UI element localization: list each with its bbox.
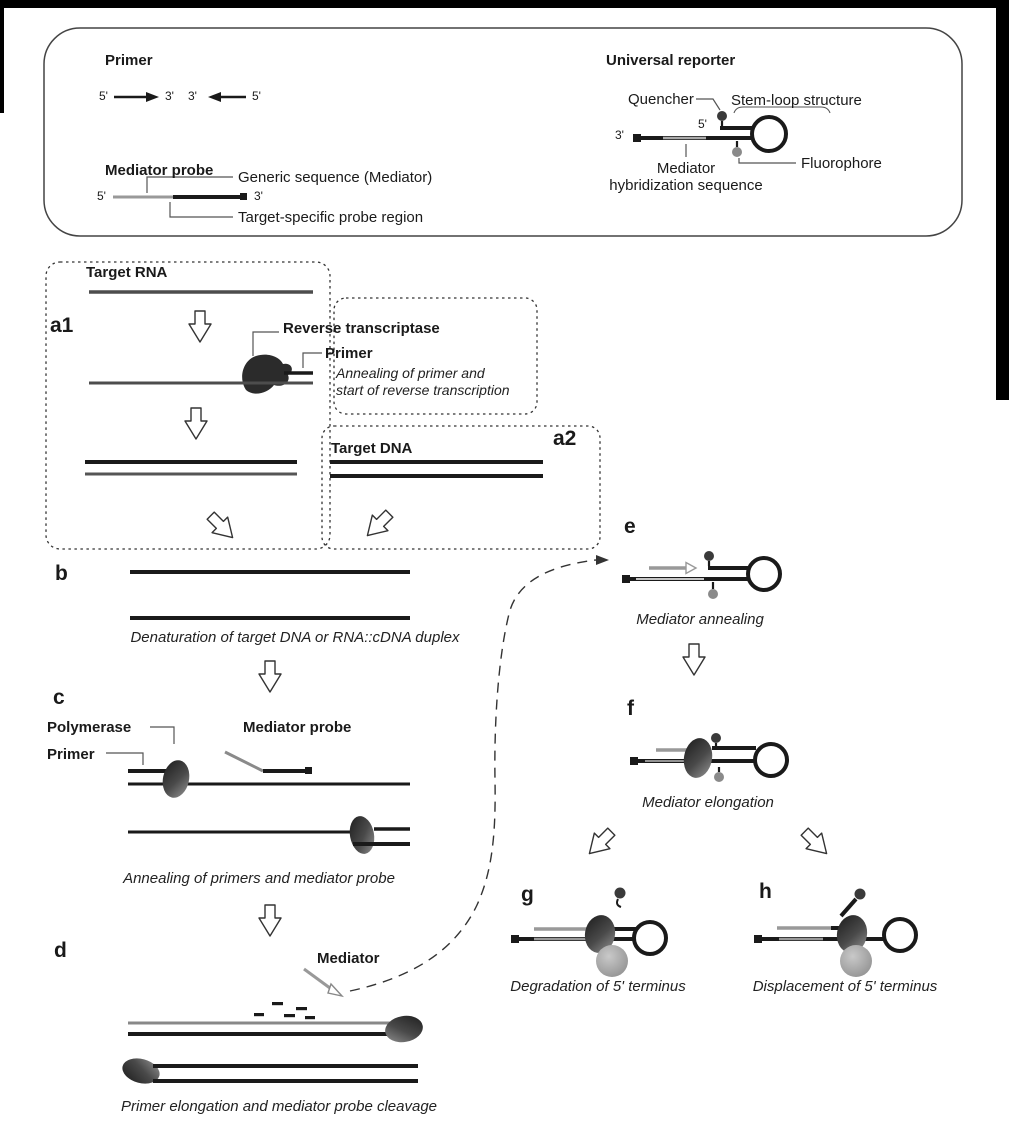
frame-right-bar bbox=[996, 0, 1009, 400]
fluorophore-label: Fluorophore bbox=[801, 155, 882, 172]
panel-b-label: b bbox=[55, 562, 68, 585]
stem-loop-circle bbox=[752, 117, 786, 151]
down-arrow-icon bbox=[259, 905, 281, 936]
diagonal-arrow-icon bbox=[797, 824, 834, 861]
a1-note-line2: start of reverse transcription bbox=[336, 382, 510, 398]
panel-d-glyphs bbox=[120, 969, 425, 1088]
d-to-e-connector bbox=[350, 555, 609, 991]
panel-c-caption: Annealing of primers and mediator probe bbox=[123, 870, 395, 887]
polymerase-blob bbox=[681, 736, 716, 780]
panel-g-label: g bbox=[521, 883, 534, 906]
quencher-dot bbox=[711, 733, 721, 743]
panel-h-label: h bbox=[759, 880, 772, 903]
polymerase-blob bbox=[159, 758, 192, 801]
panel-f-caption: Mediator elongation bbox=[642, 794, 774, 811]
displaced-strand-line bbox=[841, 899, 856, 916]
down-arrow-icon bbox=[189, 311, 211, 342]
reporter-3-label: 3' bbox=[615, 128, 624, 142]
panel-d-caption: Primer elongation and mediator probe cleavage bbox=[120, 1098, 438, 1115]
down-arrow-icon bbox=[185, 408, 207, 439]
primer-5-label: 5' bbox=[252, 89, 261, 103]
primer-legend-title: Primer bbox=[105, 52, 153, 69]
quencher-dot bbox=[855, 889, 866, 900]
generic-sequence-pointer bbox=[147, 177, 233, 193]
stem-loop-circle bbox=[884, 919, 916, 951]
down-arrow-icon bbox=[683, 644, 705, 675]
fluorophore-pointer bbox=[739, 158, 796, 163]
legend-box bbox=[44, 28, 962, 236]
panel-a2-label: a2 bbox=[553, 427, 577, 450]
reverse-transcriptase-label: Reverse transcriptase bbox=[283, 320, 440, 337]
panel-b-caption: Denaturation of target DNA or RNA::cDNA duplex bbox=[130, 629, 460, 646]
diagonal-arrow-icon bbox=[203, 508, 240, 545]
primer-reverse-arrow-icon bbox=[208, 92, 246, 102]
panel-a2-glyphs bbox=[330, 462, 543, 543]
target-rna-label: Target RNA bbox=[86, 264, 168, 281]
primer-label: Primer bbox=[47, 746, 95, 763]
polymerase-blob bbox=[347, 814, 377, 856]
a1-note-line1: Annealing of primer and bbox=[336, 365, 485, 381]
target-specific-label: Target-specific probe region bbox=[238, 209, 424, 226]
stem-loop-label: Stem-loop structure bbox=[731, 92, 862, 109]
fluorophore-sphere bbox=[840, 945, 872, 977]
primer-3-label: 3' bbox=[165, 89, 174, 103]
stem-loop-circle bbox=[755, 744, 787, 776]
panel-g-glyphs bbox=[511, 888, 666, 978]
diagonal-arrow-icon bbox=[360, 506, 397, 543]
quencher-tail bbox=[617, 899, 621, 907]
panel-a1-box bbox=[46, 262, 330, 549]
mediator-probe-glyph bbox=[113, 177, 247, 217]
primer-3-label: 3' bbox=[188, 89, 197, 103]
quencher-dot bbox=[717, 111, 727, 121]
primer-label: Primer bbox=[325, 345, 373, 362]
quencher-pointer bbox=[696, 99, 720, 110]
probe-5-label: 5' bbox=[97, 189, 106, 203]
mediator-arrowhead bbox=[686, 563, 696, 574]
connector-arrowhead bbox=[596, 555, 609, 565]
target-specific-pointer bbox=[170, 202, 233, 217]
quencher-dot bbox=[704, 551, 714, 561]
target-dna-label: Target DNA bbox=[331, 440, 413, 457]
polymerase-blob bbox=[383, 1013, 425, 1045]
panel-c-glyphs bbox=[106, 727, 410, 936]
mediator-hyb-label-line1: Mediator bbox=[656, 160, 716, 177]
primer-5-label: 5' bbox=[99, 89, 108, 103]
released-quencher-dot bbox=[615, 888, 626, 899]
fluorophore-dot bbox=[732, 147, 742, 157]
panel-c-label: c bbox=[53, 686, 65, 709]
mediator-probe-legend-title: Mediator probe bbox=[105, 162, 214, 179]
generic-sequence-label: Generic sequence (Mediator) bbox=[238, 169, 433, 186]
stem-loop-circle bbox=[634, 922, 666, 954]
primer-pointer bbox=[106, 753, 143, 765]
stem-loop-circle bbox=[748, 558, 780, 590]
mediator-probe-tail bbox=[225, 752, 263, 771]
panel-d-label: d bbox=[54, 939, 67, 962]
quencher-label: Quencher bbox=[628, 91, 694, 108]
primer-forward-arrow-icon bbox=[114, 92, 159, 102]
probe-3-label: 3' bbox=[254, 189, 263, 203]
mediator-arrowhead bbox=[328, 984, 342, 996]
mediator-probe-label: Mediator probe bbox=[243, 719, 352, 736]
diagonal-arrow-icon bbox=[582, 824, 619, 861]
mediator-label: Mediator bbox=[317, 950, 380, 967]
frame-left-bar bbox=[0, 0, 4, 113]
panel-h-glyphs bbox=[754, 889, 916, 978]
frame-top-bar bbox=[0, 0, 1009, 8]
fluorophore-sphere bbox=[596, 945, 628, 977]
rt-pointer bbox=[253, 332, 279, 356]
panel-f-label: f bbox=[627, 697, 634, 720]
panel-h-caption: Displacement of 5' terminus bbox=[752, 978, 938, 995]
panel-e-caption: Mediator annealing bbox=[636, 611, 764, 628]
panel-e-label: e bbox=[624, 515, 636, 538]
fluorophore-dot bbox=[714, 772, 724, 782]
reporter-5-label: 5' bbox=[698, 117, 707, 131]
mediator-hyb-label-line2: hybridization sequence bbox=[609, 177, 763, 194]
primer-pointer bbox=[303, 353, 322, 368]
polymerase-label: Polymerase bbox=[47, 719, 132, 736]
panel-g-caption: Degradation of 5' terminus bbox=[510, 978, 686, 995]
down-arrow-icon bbox=[259, 661, 281, 692]
fluorophore-dot bbox=[708, 589, 718, 599]
panel-a1-label: a1 bbox=[50, 314, 74, 337]
cleaved-fragments bbox=[254, 1002, 315, 1019]
polymerase-pointer bbox=[150, 727, 174, 744]
universal-reporter-title: Universal reporter bbox=[606, 52, 736, 69]
